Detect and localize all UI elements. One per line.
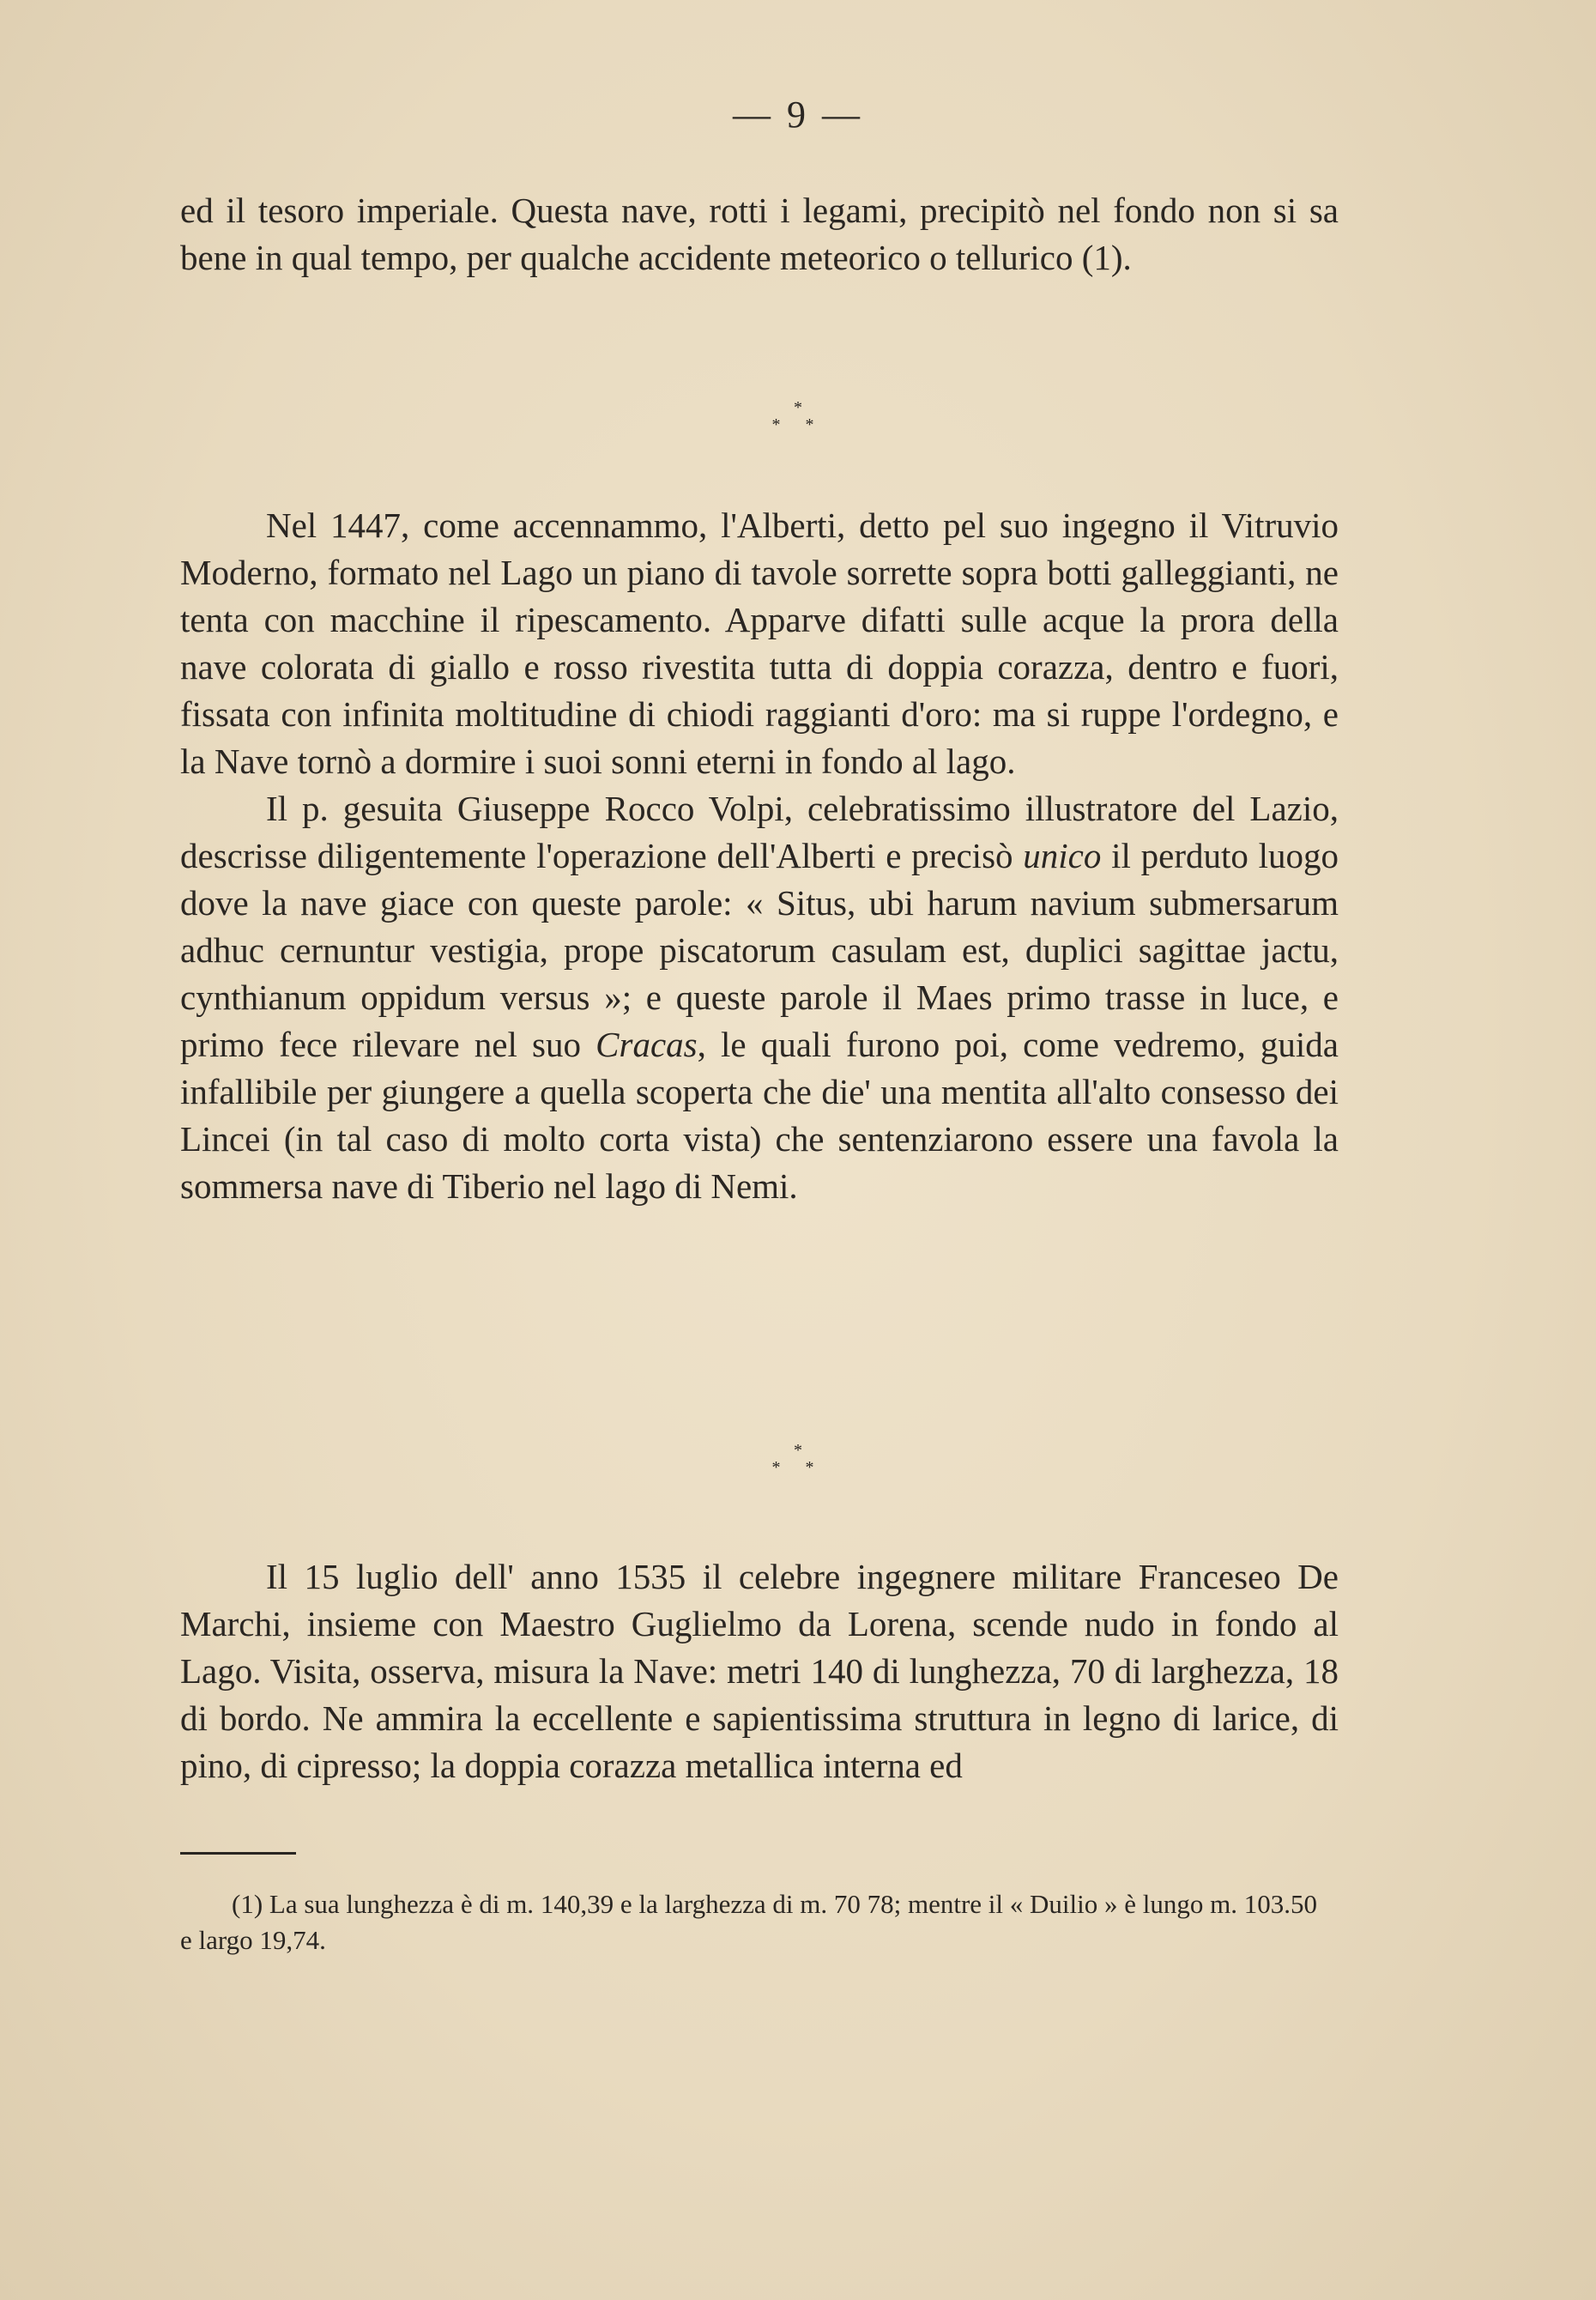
text-block-3 (180, 1553, 1339, 1789)
page-number: — 9 — (733, 94, 863, 136)
asterism-divider (0, 1442, 1596, 1476)
asterism-top: * (794, 1441, 802, 1460)
asterism-divider (0, 399, 1596, 433)
asterism-bottom: * * (771, 1458, 825, 1477)
text-block-2 (180, 502, 1339, 1210)
text-run: il perduto luogo dove la nave giace con queste parole: « Situs, ubi harum navium submersarum adhuc cernuntur vestigia, prope piscatorum casulam est, duplici sagittae jactu, cynthianum oppidum versus »; e queste parole il Maes primo trasse in luce, e primo fece rilevare nel suo (180, 836, 1339, 1064)
asterism-top: * (794, 398, 802, 417)
text-block-1 (180, 187, 1339, 281)
text-run: , le quali furono poi, come vedremo, guida infallibile per giungere a quella scoperta che die' una mentita all'alto consesso dei Lincei (in tal caso di molto corta vista) che sentenziarono essere una favola la sommersa nave di Tiberio nel lago di Nemi. (180, 1025, 1339, 1206)
italic-word: Cracas (595, 1025, 698, 1064)
paragraph (180, 785, 1339, 1210)
paragraph: Nel 1447, come accennammo, l'Alberti, detto pel suo ingegno il Vitruvio Moderno, formato nel Lago un piano di tavole sorrette sopra botti galleggianti, ne tenta con macchine il ripescamento. Apparve difatti sulle acque la prora della nave colorata di giallo e rosso rivestita tutta di doppia corazza, dentro e fuori, fissata con infinita moltitudine di chiodi raggianti d'oro: ma si ruppe l'ordegno, e la Nave tornò a dormire i suoi sonni eterni in fondo al lago. (180, 505, 1339, 781)
footnote (180, 1886, 1317, 1958)
text-run: Il p. gesuita Giuseppe Rocco Volpi, celebratissimo illustratore del Lazio, descrisse diligentemente l'operazione dell'Alberti e precisò (180, 789, 1339, 875)
footnote-text: (1) La sua lunghezza è di m. 140,39 e la larghezza di m. 70 78; mentre il « Duilio » è lungo m. 103.50 e largo 19,74. (180, 1889, 1317, 1955)
asterism-bottom: * * (771, 415, 825, 434)
footnote-rule (180, 1852, 296, 1855)
paragraph: Il 15 luglio dell' anno 1535 il celebre ingegnere militare Franceseo De Marchi, insieme con Maestro Guglielmo da Lorena, scende nudo in fondo al Lago. Visita, osserva, misura la Nave: metri 140 di lunghezza, 70 di larghezza, 18 di bordo. Ne ammira la eccellente e sapientissima struttura in legno di larice, di pino, di cipresso; la doppia corazza metallica interna ed (180, 1557, 1339, 1785)
paragraph: ed il tesoro imperiale. Questa nave, rotti i legami, precipitò nel fondo non si sa bene in qual tempo, per qualche accidente meteorico o tellurico (1). (180, 191, 1339, 277)
italic-word: unico (1023, 836, 1102, 875)
